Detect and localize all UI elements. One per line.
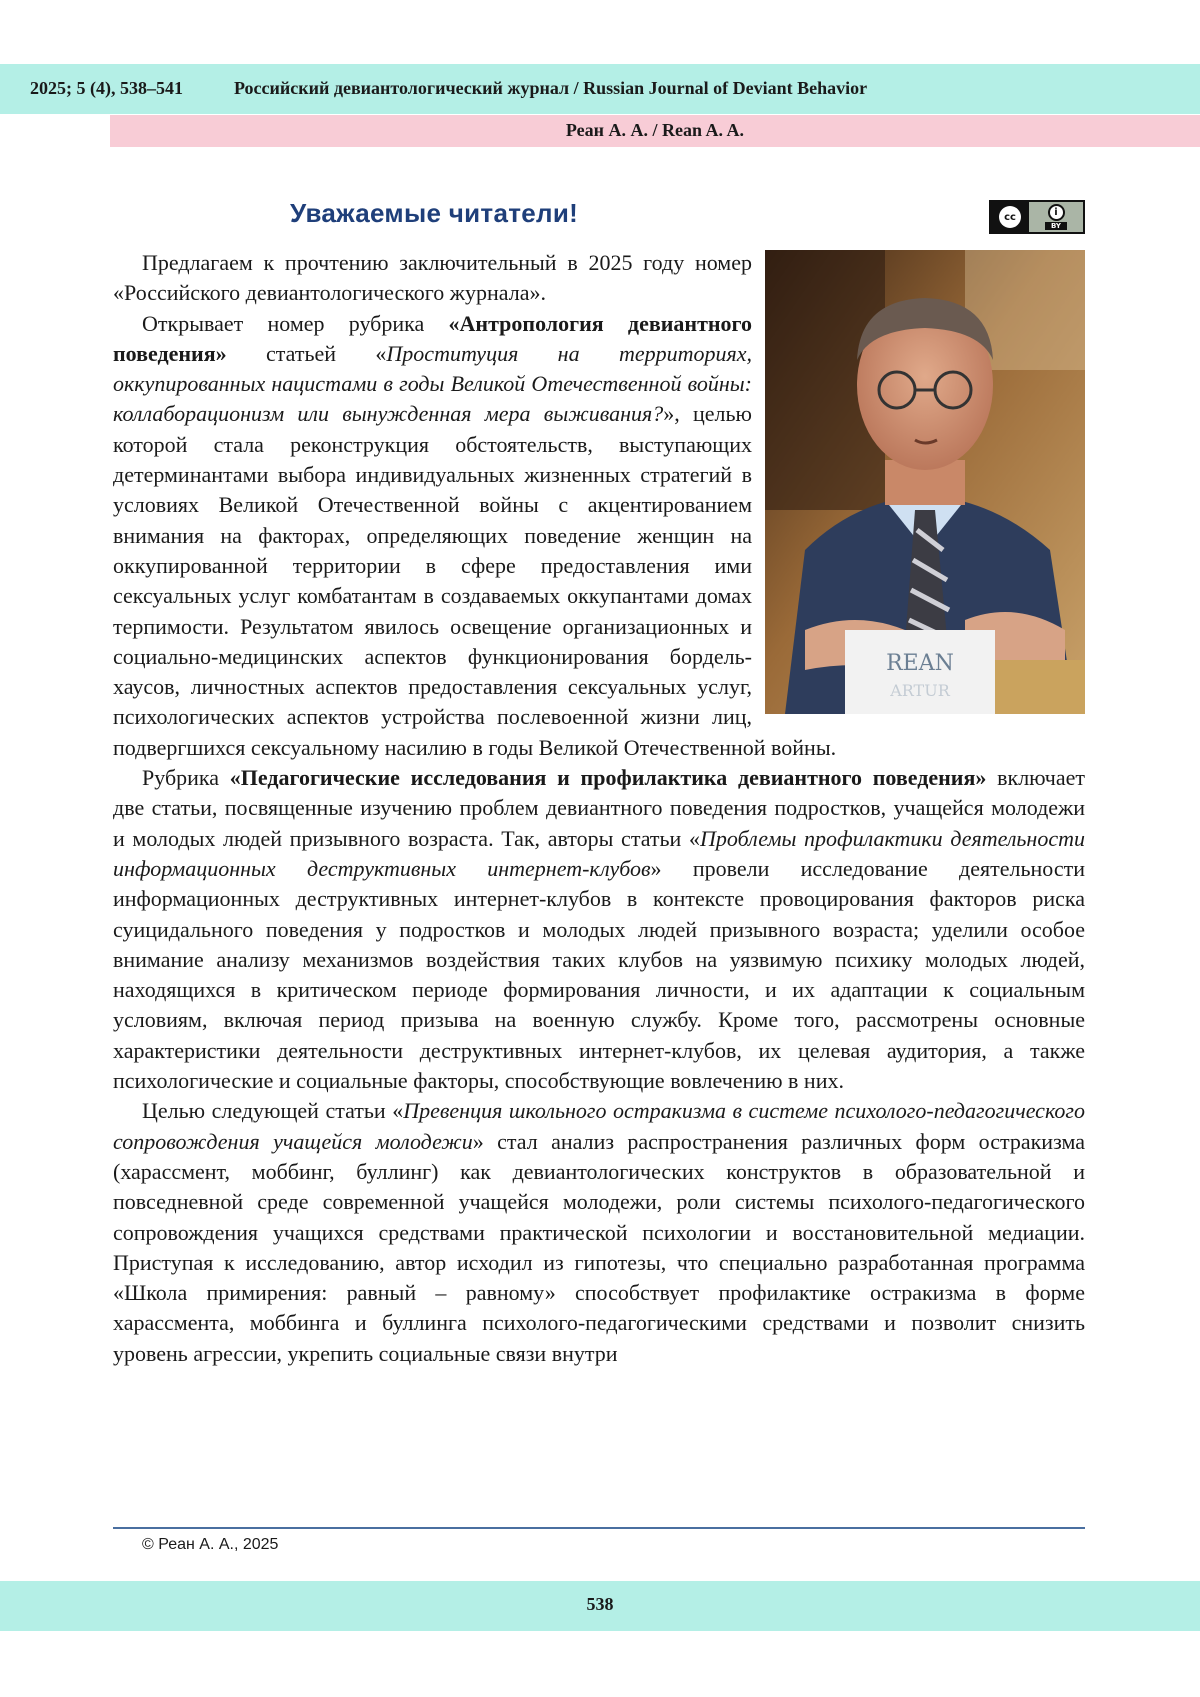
- paragraph-text: Целью следующей статьи «: [142, 1098, 404, 1124]
- paragraph-text: » провели исследование деятельности информационных деструктивных интернет-клубов в контексте провоцирования факторов риска суицидального поведения у подростков и молодых людей призывного возраста; уделили особое внимание анализу механизмов воздействия таких клубов на уязвимую психику молодых людей, находящихся в критическом периоде формирования личности, и их адаптации к социальным условиям, включая период призыва на военную службу. Кроме того, рассмотрены основные характеристики деятельности деструктивных интернет-клубов, их целевая аудитория, а также психологические и социальные факторы, способствующие вовлечению в них.: [113, 855, 1085, 1094]
- paragraph-text: Предлагаем к прочтению заключительный в 2025 году номер «Российского девиантологического журнала».: [113, 250, 752, 306]
- running-author: Реан А. А. / Rean A. A.: [565, 120, 745, 140]
- paragraph: [113, 763, 1085, 1096]
- name-plate-line2: ARTUR: [890, 681, 950, 700]
- footnote-divider: [113, 1527, 1085, 1529]
- article-title: Проституция на территориях, оккупированных нацистами в годы Великой Отечественной войны: коллаборационизм или вынужденная мера выживания?: [113, 340, 752, 427]
- article-body: [113, 248, 1085, 1369]
- paragraph-text: Открывает номер рубрика: [142, 310, 449, 336]
- article-title: Превенция школьного остракизма в системе психолого-педагогического сопровождения учащейся молодежи: [113, 1098, 1085, 1154]
- paragraph-text: статьей «: [226, 340, 387, 366]
- rubric-title: «Антропология девиантного поведения»: [113, 310, 752, 366]
- paragraph-text: Рубрика: [142, 765, 230, 791]
- paragraph-text: », целью которой стала реконструкция обстоятельств, выступающих детерминантами выбора индивидуальных жизненных стратегий в условиях Великой Отечественной войны с акцентированием внимания на факторах, определяющих поведение женщин на оккупированной территории в сфере предоставления ими сексуальных услуг комбатантам в создаваемых оккупантами домах терпимости. Результатом явилось освещение организационных и социально-медицинских аспектов функционирования бордель-хаусов, личностных аспектов предоставления сексуальных услуг, психологических аспектов устройства послевоенной жизни лиц, подвергшихся сексуальному насилию в годы Великой Отечественной войны.: [113, 401, 837, 760]
- person-icon: i: [1048, 204, 1065, 221]
- rubric-title: «Педагогические исследования и профилактика девиантного поведения»: [229, 765, 987, 791]
- copyright-note: © Реан А. А., 2025: [142, 1536, 279, 1553]
- name-plate-line1: REAN: [886, 651, 954, 676]
- paragraph: [113, 1096, 1085, 1369]
- page-title: Уважаемые читатели!: [290, 198, 579, 228]
- by-label: BY: [1045, 222, 1067, 230]
- paragraph-text: включает две статьи, посвященные изучению проблем девиантного поведения подростков, учащейся молодежи и молодых людей призывного возраста. Так, авторы статьи «: [113, 765, 1085, 851]
- cc-icon: cc: [999, 206, 1021, 228]
- page-number: 538: [586, 1594, 614, 1614]
- paragraph-text: » стал анализ распространения различных форм остракизма (харассмент, моббинг, буллинг) как девиантологических конструктов в образовательной и повседневной среде современной учащейся молодежи, роли системы психолого-педагогического сопровождения учащихся средствами практической психологии и восстановительной медиации. Приступая к исследованию, автор исходил из гипотезы, что специально разработанная программа «Школа примирения: равный – равному» способствует профилактике остракизма в форме харассмента, моббинга и буллинга психолого-педагогическими средствами и позволит снизить уровень агрессии, укрепить социальные связи внутри: [113, 1128, 1085, 1366]
- article-title: Проблемы профилактики деятельности информационных деструктивных интернет-клубов: [113, 825, 1085, 881]
- journal-title: Российский девиантологический журнал / Russian Journal of Deviant Behavior: [234, 78, 868, 98]
- issue-citation: 2025; 5 (4), 538–541: [30, 78, 183, 98]
- cc-by-icon[interactable]: [989, 200, 1085, 234]
